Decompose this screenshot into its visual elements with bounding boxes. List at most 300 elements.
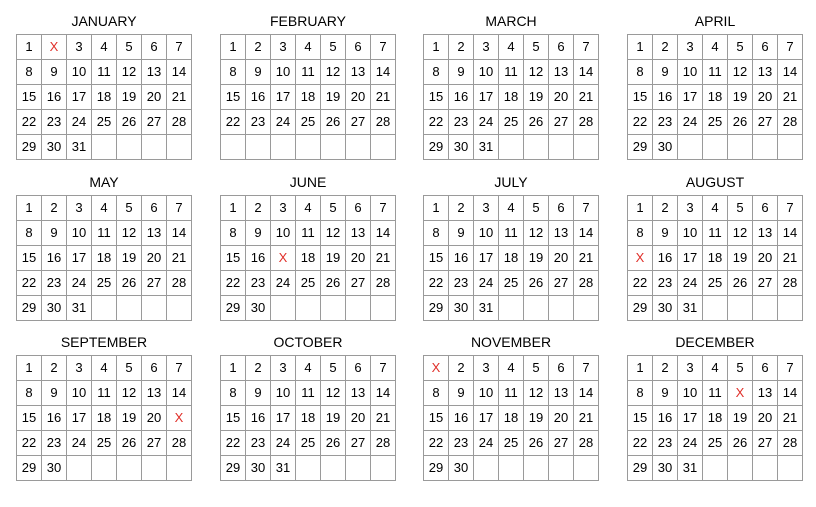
day-cell: 26 (524, 110, 549, 135)
day-cell: 4 (703, 35, 728, 60)
day-cell: 24 (271, 110, 296, 135)
day-cell: 14 (574, 221, 599, 246)
day-cell: 27 (753, 110, 778, 135)
day-cell: 29 (628, 456, 653, 481)
day-cell: 24 (678, 431, 703, 456)
day-cell: 5 (321, 196, 346, 221)
day-cell: 20 (549, 246, 574, 271)
day-cell: 17 (474, 406, 499, 431)
day-cell: 27 (753, 431, 778, 456)
month-grid (423, 355, 599, 481)
day-cell: 27 (142, 431, 167, 456)
empty-day-cell (524, 296, 549, 321)
day-cell: 19 (321, 246, 346, 271)
day-cell: 19 (728, 406, 753, 431)
month-title: MAY (89, 174, 119, 190)
day-cell: 21 (371, 246, 396, 271)
day-cell: 11 (296, 381, 321, 406)
day-cell: 26 (117, 431, 142, 456)
empty-day-cell (296, 135, 321, 160)
day-cell: 22 (17, 110, 42, 135)
day-cell: 23 (653, 431, 678, 456)
day-cell: 18 (703, 406, 728, 431)
day-cell: 19 (117, 406, 142, 431)
day-cell: 8 (628, 60, 653, 85)
day-cell: 24 (474, 271, 499, 296)
empty-day-cell (92, 456, 117, 481)
day-cell: 27 (346, 110, 371, 135)
day-cell: 17 (271, 406, 296, 431)
day-cell: 7 (371, 196, 396, 221)
day-cell: 16 (42, 246, 67, 271)
day-cell: 7 (371, 35, 396, 60)
day-cell: 27 (142, 271, 167, 296)
empty-day-cell (728, 296, 753, 321)
empty-day-cell (371, 456, 396, 481)
day-cell: 24 (474, 110, 499, 135)
day-cell: 13 (346, 60, 371, 85)
day-cell: 13 (753, 381, 778, 406)
day-cell: 2 (449, 356, 474, 381)
day-cell: 28 (371, 110, 396, 135)
day-cell: 13 (142, 221, 167, 246)
empty-day-cell (728, 135, 753, 160)
month-grid (220, 34, 396, 160)
empty-day-cell (574, 456, 599, 481)
day-cell: 8 (424, 381, 449, 406)
day-cell: 6 (346, 196, 371, 221)
empty-day-cell (271, 135, 296, 160)
empty-day-cell (117, 456, 142, 481)
day-cell: 13 (753, 221, 778, 246)
day-cell: 21 (371, 85, 396, 110)
marked-day-cell: X (424, 356, 449, 381)
month-title: SEPTEMBER (60, 334, 148, 350)
day-cell: 19 (524, 246, 549, 271)
month-title: APRIL (694, 13, 736, 29)
day-cell: 18 (92, 85, 117, 110)
day-cell: 18 (296, 406, 321, 431)
day-cell: 21 (778, 85, 803, 110)
day-cell: 15 (221, 406, 246, 431)
day-cell: 19 (524, 406, 549, 431)
day-cell: 3 (271, 356, 296, 381)
day-cell: 2 (449, 196, 474, 221)
day-cell: 29 (424, 135, 449, 160)
day-cell: 31 (67, 135, 92, 160)
day-cell: 11 (92, 60, 117, 85)
day-cell: 31 (474, 296, 499, 321)
day-cell: 31 (678, 456, 703, 481)
day-cell: 14 (371, 60, 396, 85)
day-cell: 11 (499, 381, 524, 406)
day-cell: 25 (499, 271, 524, 296)
day-cell: 1 (221, 356, 246, 381)
day-cell: 11 (703, 221, 728, 246)
day-cell: 29 (17, 135, 42, 160)
day-cell: 2 (42, 196, 67, 221)
day-cell: 29 (221, 456, 246, 481)
day-cell: 24 (67, 110, 92, 135)
empty-day-cell (167, 296, 192, 321)
day-cell: 26 (321, 271, 346, 296)
day-cell: 27 (549, 271, 574, 296)
day-cell: 23 (246, 110, 271, 135)
empty-day-cell (549, 135, 574, 160)
day-cell: 3 (67, 356, 92, 381)
day-cell: 26 (524, 271, 549, 296)
day-cell: 6 (142, 35, 167, 60)
day-cell: 5 (728, 356, 753, 381)
day-cell: 10 (271, 221, 296, 246)
empty-day-cell (371, 296, 396, 321)
empty-day-cell (778, 296, 803, 321)
day-cell: 31 (474, 135, 499, 160)
day-cell: 13 (549, 381, 574, 406)
day-cell: 2 (246, 356, 271, 381)
day-cell: 11 (92, 381, 117, 406)
day-cell: 22 (424, 431, 449, 456)
day-cell: 9 (449, 60, 474, 85)
day-cell: 12 (321, 221, 346, 246)
day-cell: 20 (753, 85, 778, 110)
day-cell: 29 (221, 296, 246, 321)
day-cell: 8 (221, 381, 246, 406)
day-cell: 10 (474, 60, 499, 85)
day-cell: 3 (678, 35, 703, 60)
day-cell: 29 (17, 456, 42, 481)
day-cell: 4 (92, 356, 117, 381)
day-cell: 22 (628, 431, 653, 456)
empty-day-cell (67, 456, 92, 481)
day-cell: 8 (424, 221, 449, 246)
day-cell: 22 (17, 271, 42, 296)
day-cell: 26 (321, 110, 346, 135)
day-cell: 6 (753, 356, 778, 381)
day-cell: 14 (778, 221, 803, 246)
month-title: OCTOBER (273, 334, 343, 350)
day-cell: 14 (574, 60, 599, 85)
month-grid (627, 195, 803, 321)
day-cell: 5 (524, 196, 549, 221)
marked-day-cell: X (271, 246, 296, 271)
day-cell: 12 (117, 221, 142, 246)
empty-day-cell (499, 456, 524, 481)
marked-day-cell: X (628, 246, 653, 271)
day-cell: 22 (628, 271, 653, 296)
day-cell: 10 (678, 381, 703, 406)
day-cell: 23 (449, 271, 474, 296)
empty-day-cell (524, 456, 549, 481)
empty-day-cell (346, 135, 371, 160)
day-cell: 4 (703, 196, 728, 221)
month-grid (16, 34, 192, 160)
day-cell: 30 (42, 135, 67, 160)
day-cell: 30 (246, 296, 271, 321)
day-cell: 5 (117, 196, 142, 221)
day-cell: 25 (703, 271, 728, 296)
day-cell: 3 (67, 196, 92, 221)
day-cell: 28 (167, 110, 192, 135)
month-title: JULY (494, 174, 528, 190)
day-cell: 26 (321, 431, 346, 456)
day-cell: 9 (246, 381, 271, 406)
day-cell: 20 (142, 406, 167, 431)
day-cell: 25 (499, 110, 524, 135)
day-cell: 4 (296, 196, 321, 221)
day-cell: 28 (574, 271, 599, 296)
day-cell: 24 (678, 271, 703, 296)
day-cell: 17 (678, 406, 703, 431)
empty-day-cell (574, 296, 599, 321)
empty-day-cell (346, 456, 371, 481)
day-cell: 7 (574, 196, 599, 221)
day-cell: 18 (703, 85, 728, 110)
empty-day-cell (574, 135, 599, 160)
empty-day-cell (246, 135, 271, 160)
day-cell: 26 (117, 110, 142, 135)
day-cell: 2 (246, 196, 271, 221)
day-cell: 4 (499, 356, 524, 381)
day-cell: 19 (728, 85, 753, 110)
month-grid (16, 195, 192, 321)
day-cell: 12 (321, 381, 346, 406)
day-cell: 1 (424, 35, 449, 60)
day-cell: 11 (296, 60, 321, 85)
month-grid (627, 355, 803, 481)
day-cell: 20 (346, 246, 371, 271)
day-cell: 21 (371, 406, 396, 431)
empty-day-cell (524, 135, 549, 160)
day-cell: 15 (221, 246, 246, 271)
day-cell: 3 (271, 196, 296, 221)
day-cell: 5 (321, 35, 346, 60)
empty-day-cell (296, 456, 321, 481)
day-cell: 7 (574, 35, 599, 60)
day-cell: 30 (246, 456, 271, 481)
day-cell: 22 (424, 271, 449, 296)
day-cell: 23 (42, 110, 67, 135)
day-cell: 12 (524, 60, 549, 85)
day-cell: 20 (753, 246, 778, 271)
day-cell: 28 (574, 110, 599, 135)
day-cell: 27 (346, 431, 371, 456)
day-cell: 7 (167, 356, 192, 381)
month-grid (220, 195, 396, 321)
day-cell: 2 (653, 35, 678, 60)
day-cell: 21 (574, 246, 599, 271)
day-cell: 29 (628, 296, 653, 321)
day-cell: 5 (117, 35, 142, 60)
day-cell: 21 (574, 85, 599, 110)
empty-day-cell (499, 135, 524, 160)
day-cell: 24 (67, 271, 92, 296)
day-cell: 10 (67, 60, 92, 85)
day-cell: 25 (92, 110, 117, 135)
day-cell: 10 (474, 221, 499, 246)
day-cell: 15 (17, 406, 42, 431)
day-cell: 15 (17, 85, 42, 110)
day-cell: 11 (703, 381, 728, 406)
day-cell: 23 (449, 110, 474, 135)
day-cell: 2 (653, 356, 678, 381)
day-cell: 6 (549, 35, 574, 60)
day-cell: 23 (449, 431, 474, 456)
marked-day-cell: X (42, 35, 67, 60)
marked-day-cell: X (167, 406, 192, 431)
day-cell: 25 (296, 431, 321, 456)
day-cell: 8 (221, 221, 246, 246)
day-cell: 24 (67, 431, 92, 456)
empty-day-cell (499, 296, 524, 321)
empty-day-cell (117, 135, 142, 160)
day-cell: 30 (653, 135, 678, 160)
day-cell: 12 (117, 381, 142, 406)
day-cell: 1 (17, 35, 42, 60)
day-cell: 27 (549, 110, 574, 135)
day-cell: 28 (778, 110, 803, 135)
day-cell: 9 (653, 381, 678, 406)
day-cell: 22 (628, 110, 653, 135)
day-cell: 26 (117, 271, 142, 296)
day-cell: 13 (346, 221, 371, 246)
day-cell: 4 (92, 196, 117, 221)
empty-day-cell (549, 296, 574, 321)
day-cell: 18 (499, 85, 524, 110)
day-cell: 19 (321, 85, 346, 110)
month-title: JANUARY (71, 13, 137, 29)
day-cell: 5 (117, 356, 142, 381)
day-cell: 7 (778, 35, 803, 60)
day-cell: 8 (17, 381, 42, 406)
day-cell: 28 (778, 431, 803, 456)
day-cell: 1 (628, 356, 653, 381)
day-cell: 30 (449, 456, 474, 481)
day-cell: 22 (17, 431, 42, 456)
day-cell: 11 (296, 221, 321, 246)
day-cell: 13 (549, 60, 574, 85)
day-cell: 13 (142, 60, 167, 85)
day-cell: 18 (92, 406, 117, 431)
day-cell: 19 (728, 246, 753, 271)
day-cell: 1 (628, 196, 653, 221)
day-cell: 3 (678, 356, 703, 381)
day-cell: 10 (474, 381, 499, 406)
day-cell: 7 (371, 356, 396, 381)
day-cell: 3 (474, 196, 499, 221)
day-cell: 17 (271, 85, 296, 110)
empty-day-cell (167, 135, 192, 160)
day-cell: 23 (653, 271, 678, 296)
month-title: NOVEMBER (470, 334, 552, 350)
marked-day-cell: X (728, 381, 753, 406)
empty-day-cell (753, 456, 778, 481)
day-cell: 20 (142, 246, 167, 271)
month-grid (16, 355, 192, 481)
empty-day-cell (371, 135, 396, 160)
day-cell: 11 (499, 60, 524, 85)
empty-day-cell (271, 296, 296, 321)
day-cell: 25 (703, 110, 728, 135)
day-cell: 27 (549, 431, 574, 456)
day-cell: 22 (221, 110, 246, 135)
day-cell: 24 (474, 431, 499, 456)
day-cell: 31 (67, 296, 92, 321)
month-title: DECEMBER (675, 334, 755, 350)
empty-day-cell (296, 296, 321, 321)
day-cell: 2 (653, 196, 678, 221)
day-cell: 16 (653, 246, 678, 271)
day-cell: 8 (17, 60, 42, 85)
day-cell: 20 (346, 85, 371, 110)
day-cell: 9 (246, 221, 271, 246)
day-cell: 15 (628, 406, 653, 431)
day-cell: 10 (678, 60, 703, 85)
empty-day-cell (321, 456, 346, 481)
day-cell: 13 (142, 381, 167, 406)
day-cell: 6 (549, 196, 574, 221)
day-cell: 28 (574, 431, 599, 456)
day-cell: 10 (67, 221, 92, 246)
day-cell: 7 (778, 196, 803, 221)
day-cell: 25 (703, 431, 728, 456)
day-cell: 6 (753, 35, 778, 60)
day-cell: 9 (42, 221, 67, 246)
day-cell: 28 (778, 271, 803, 296)
day-cell: 7 (574, 356, 599, 381)
day-cell: 3 (67, 35, 92, 60)
day-cell: 12 (524, 221, 549, 246)
day-cell: 13 (549, 221, 574, 246)
day-cell: 19 (117, 246, 142, 271)
day-cell: 14 (778, 381, 803, 406)
day-cell: 3 (271, 35, 296, 60)
empty-day-cell (142, 296, 167, 321)
day-cell: 22 (221, 431, 246, 456)
day-cell: 18 (92, 246, 117, 271)
day-cell: 28 (371, 271, 396, 296)
day-cell: 8 (221, 60, 246, 85)
day-cell: 9 (42, 381, 67, 406)
empty-day-cell (92, 296, 117, 321)
day-cell: 18 (499, 246, 524, 271)
empty-day-cell (474, 456, 499, 481)
day-cell: 11 (499, 221, 524, 246)
day-cell: 26 (728, 431, 753, 456)
empty-day-cell (778, 456, 803, 481)
day-cell: 1 (221, 35, 246, 60)
day-cell: 30 (449, 296, 474, 321)
empty-day-cell (703, 135, 728, 160)
day-cell: 27 (346, 271, 371, 296)
day-cell: 17 (474, 85, 499, 110)
day-cell: 14 (167, 60, 192, 85)
day-cell: 31 (678, 296, 703, 321)
day-cell: 30 (42, 456, 67, 481)
day-cell: 4 (499, 35, 524, 60)
day-cell: 19 (321, 406, 346, 431)
day-cell: 30 (42, 296, 67, 321)
day-cell: 15 (424, 406, 449, 431)
day-cell: 12 (728, 60, 753, 85)
day-cell: 4 (499, 196, 524, 221)
day-cell: 26 (524, 431, 549, 456)
day-cell: 8 (17, 221, 42, 246)
day-cell: 17 (678, 246, 703, 271)
day-cell: 14 (371, 221, 396, 246)
empty-day-cell (678, 135, 703, 160)
day-cell: 12 (321, 60, 346, 85)
